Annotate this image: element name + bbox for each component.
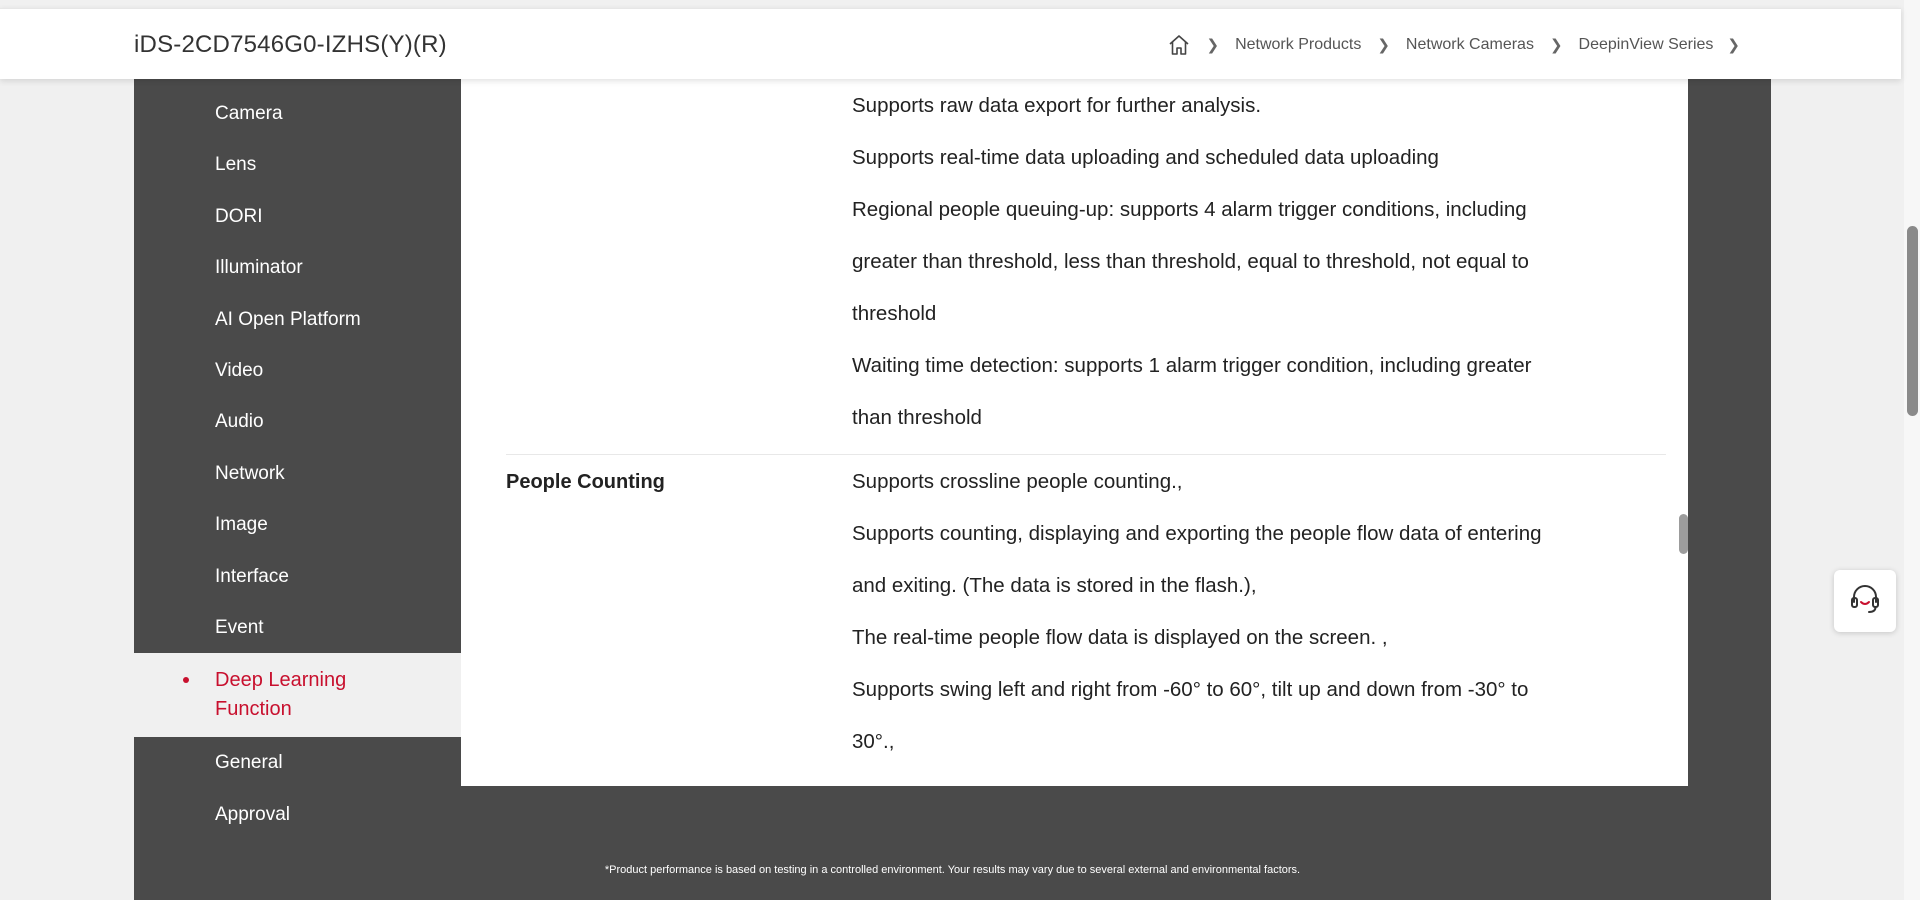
sidebar-item-illuminator[interactable]: Illuminator [215, 257, 303, 279]
sidebar-item-approval[interactable]: Approval [215, 803, 290, 825]
sidebar-item-label-line1: Deep Learning [215, 669, 347, 692]
spec-line: Supports swing left and right from -60° to 60°, tilt up and down from -30° to [852, 678, 1529, 701]
top-header [0, 8, 1901, 79]
spec-line: The real-time people flow data is displayed on the screen. , [852, 626, 1388, 649]
footer-disclaimer: *Product performance is based on testing in a controlled environment. Your results may vary due to several external and environmental factors. [604, 864, 1301, 876]
headset-icon [1848, 582, 1882, 621]
chevron-right-icon: ❯ [1549, 37, 1563, 54]
page-scrollbar-track[interactable] [1904, 0, 1920, 900]
spec-line: Waiting time detection: supports 1 alarm trigger condition, including greater [852, 354, 1532, 377]
spec-line: greater than threshold, less than threshold, equal to threshold, not equal to [852, 250, 1529, 273]
spec-line: Supports real-time data uploading and scheduled data uploading [852, 146, 1439, 169]
sidebar-item-image[interactable]: Image [215, 514, 268, 536]
spec-values [852, 80, 1612, 444]
spec-label: People Counting [506, 471, 665, 493]
row-divider [506, 454, 1666, 455]
active-indicator-dot [183, 677, 189, 683]
spec-line: Regional people queuing-up: supports 4 alarm trigger conditions, including [852, 198, 1527, 221]
spec-line: Supports counting, displaying and exporting the people flow data of entering [852, 522, 1542, 545]
sidebar-item-label-line2: Function [215, 698, 292, 721]
sidebar-item-ai-open-platform[interactable]: AI Open Platform [215, 308, 361, 330]
sidebar-item-audio[interactable]: Audio [215, 411, 264, 433]
sidebar-item-interface[interactable]: Interface [215, 565, 289, 587]
spec-content-panel[interactable] [461, 78, 1688, 786]
sidebar-item-lens[interactable]: Lens [215, 154, 257, 176]
sidebar-item-deep-learning-function[interactable] [134, 653, 461, 737]
breadcrumb-network-cameras[interactable]: Network Cameras [1405, 36, 1534, 53]
page-title: iDS-2CD7546G0-IZHS(Y)(R) [134, 31, 447, 58]
spec-line: and exiting. (The data is stored in the flash.), [852, 574, 1257, 597]
spec-line: 30°., [852, 730, 895, 753]
spec-sidebar-nav [134, 78, 461, 840]
sidebar-item-dori[interactable]: DORI [215, 205, 263, 227]
panel-scrollbar-thumb[interactable] [1679, 514, 1688, 554]
chevron-right-icon: ❯ [1206, 37, 1220, 54]
sidebar-item-general[interactable]: General [215, 752, 283, 774]
breadcrumb [1167, 33, 1757, 57]
page-scrollbar-thumb[interactable] [1907, 226, 1918, 416]
chevron-right-icon[interactable]: ❯ [1727, 37, 1740, 54]
sidebar-item-network[interactable]: Network [215, 462, 285, 484]
spec-line: than threshold [852, 406, 982, 429]
spec-line: Supports crossline people counting., [852, 470, 1183, 493]
spec-values [852, 456, 1612, 768]
home-icon[interactable] [1167, 33, 1191, 57]
breadcrumb-network-products[interactable]: Network Products [1235, 36, 1362, 53]
sidebar-item-event[interactable]: Event [215, 616, 264, 638]
spec-line: Supports raw data export for further analysis. [852, 94, 1262, 117]
sidebar-item-camera[interactable]: Camera [215, 103, 283, 124]
breadcrumb-deepinview-series[interactable]: DeepinView Series [1578, 36, 1714, 53]
customer-support-button[interactable] [1834, 570, 1896, 632]
chevron-right-icon: ❯ [1377, 37, 1390, 54]
spec-line: threshold [852, 302, 937, 325]
sidebar-item-video[interactable]: Video [215, 359, 264, 381]
